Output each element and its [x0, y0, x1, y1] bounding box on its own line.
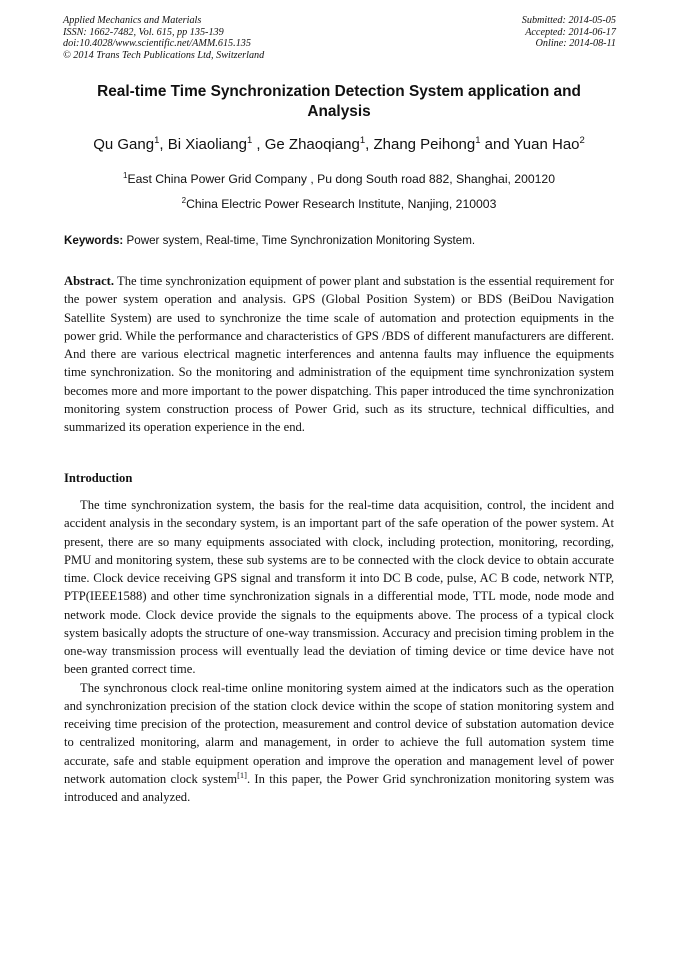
author-name: Bi Xiaoliang [167, 136, 247, 153]
section-heading: Introduction [64, 471, 133, 485]
paper-title: Real-time Time Synchronization Detection System application and Analysis [97, 83, 581, 120]
author-list: Qu Gang$^1$, Bi Xiaoliang$^1$ , Ge Zhaoqiang$^1$, Zhang Peihong$^1$ and Yuan Hao$^2$ [93, 135, 585, 153]
affiliation-text: China Electric Power Research Institute, Nanjing, 210003 [186, 197, 497, 211]
dates-info [522, 15, 616, 50]
abstract [64, 272, 614, 436]
paragraph [64, 679, 614, 807]
author-affiliation-mark: 2 [579, 135, 585, 146]
keywords [64, 234, 614, 247]
affiliation-number: 1 [123, 171, 128, 180]
author-affiliation-mark: 1 [359, 135, 366, 146]
author-affiliation-mark: 1 [246, 135, 253, 146]
keywords-label: Keywords: [64, 234, 124, 247]
author-affiliation-mark: 1 [475, 135, 481, 146]
paragraph-text: The synchronous clock real-time online monitoring system aimed at the indicators such as the operation and synchronization precision of the station clock device within the scope of station monitoring system and receiving time precision of the protection, measurement and control device of substation automation device to centralized monitoring, alarm and management, in order to achieve the full automation system time accurate, safe and stable equipment operation and improve the operation and management level of power network automation clock system [64, 680, 614, 786]
affiliation-number: 2 [181, 196, 187, 205]
introduction-body [64, 496, 614, 806]
author-name: Yuan Hao [513, 136, 580, 153]
abstract-text: The time synchronization equipment of power plant and substation is the essential requirement for the power system operation and analysis. GPS (Global Position System) or BDS (BeiDou Navigation Satellite System) are used to synchronize the time scale of automation and protection equipments in the power grid. While the performance and characteristics of GPS /BDS of different manufacturers are different. And there are various electrical magnetic interferences and antenna faults may influence the equipments time synchronization. So the monitoring and administration of the equipment time synchronization system becomes more and more important to the power dispatching. This paper introduced the time synchronization monitoring system construction process of Power Grid, such as its structure, technical difficulties, and summarized its operation experience in the end. [64, 274, 614, 434]
submitted-date: Submitted: 2014-05-05 [521, 15, 616, 26]
journal-name: Applied Mechanics and Materials [63, 15, 202, 26]
issn-line: ISSN: 1662-7482, Vol. 615, pp 135-139 [63, 26, 224, 38]
paragraph: The time synchronization system, the basis for the real-time data acquisition, control, the incident and accident analysis in the secondary system, is an important part of the safe operation of the power system. At present, there are so many equipments associated with clock, including protection, monitoring, recording, PMU and monitoring system, these sub systems are to be connected with the clock device to obtain accurate time. Clock device receiving GPS signal and transform it into DC B code, pulse, AC B code, network NTP, PTP(IEEE1588) and other time synchronization signals in a differential mode, TTL mode, node mode and network mode. Clock device provide the signals to the equipments above. The process of a typical clock system basically adopts the structure of one-way transmission. Accuracy and precision timing problem in the one-way transmission process will eventually lead the deviation of timing device or time device have not been granted correct time. [64, 498, 614, 677]
author-name: Zhang Peihong [373, 136, 476, 153]
citation-ref: [1] [237, 769, 247, 780]
affiliation [40, 197, 638, 211]
affiliation [40, 172, 638, 186]
online-date: Online: 2014-08-11 [535, 38, 616, 49]
paragraph-text: . In this paper, the Power Grid synchronization monitoring system was introduced and analyzed. [64, 771, 614, 804]
author-name: Ge Zhaoqiang [264, 136, 360, 153]
keywords-text: Power system, Real-time, Time Synchronization Monitoring System. [126, 234, 476, 247]
author-name: Qu Gang [93, 136, 155, 153]
accepted-date: Accepted: 2014-06-17 [525, 26, 616, 38]
affiliation-text: East China Power Grid Company , Pu dong South road 882, Shanghai, 200120 [127, 172, 555, 186]
journal-info [63, 15, 264, 61]
author-affiliation-mark: 1 [154, 135, 160, 146]
abstract-label: Abstract. [64, 274, 115, 288]
doi-line: doi:10.4028/www.scientific.net/AMM.615.135 [63, 38, 251, 49]
copyright-line: © 2014 Trans Tech Publications Ltd, Switzerland [63, 49, 265, 61]
